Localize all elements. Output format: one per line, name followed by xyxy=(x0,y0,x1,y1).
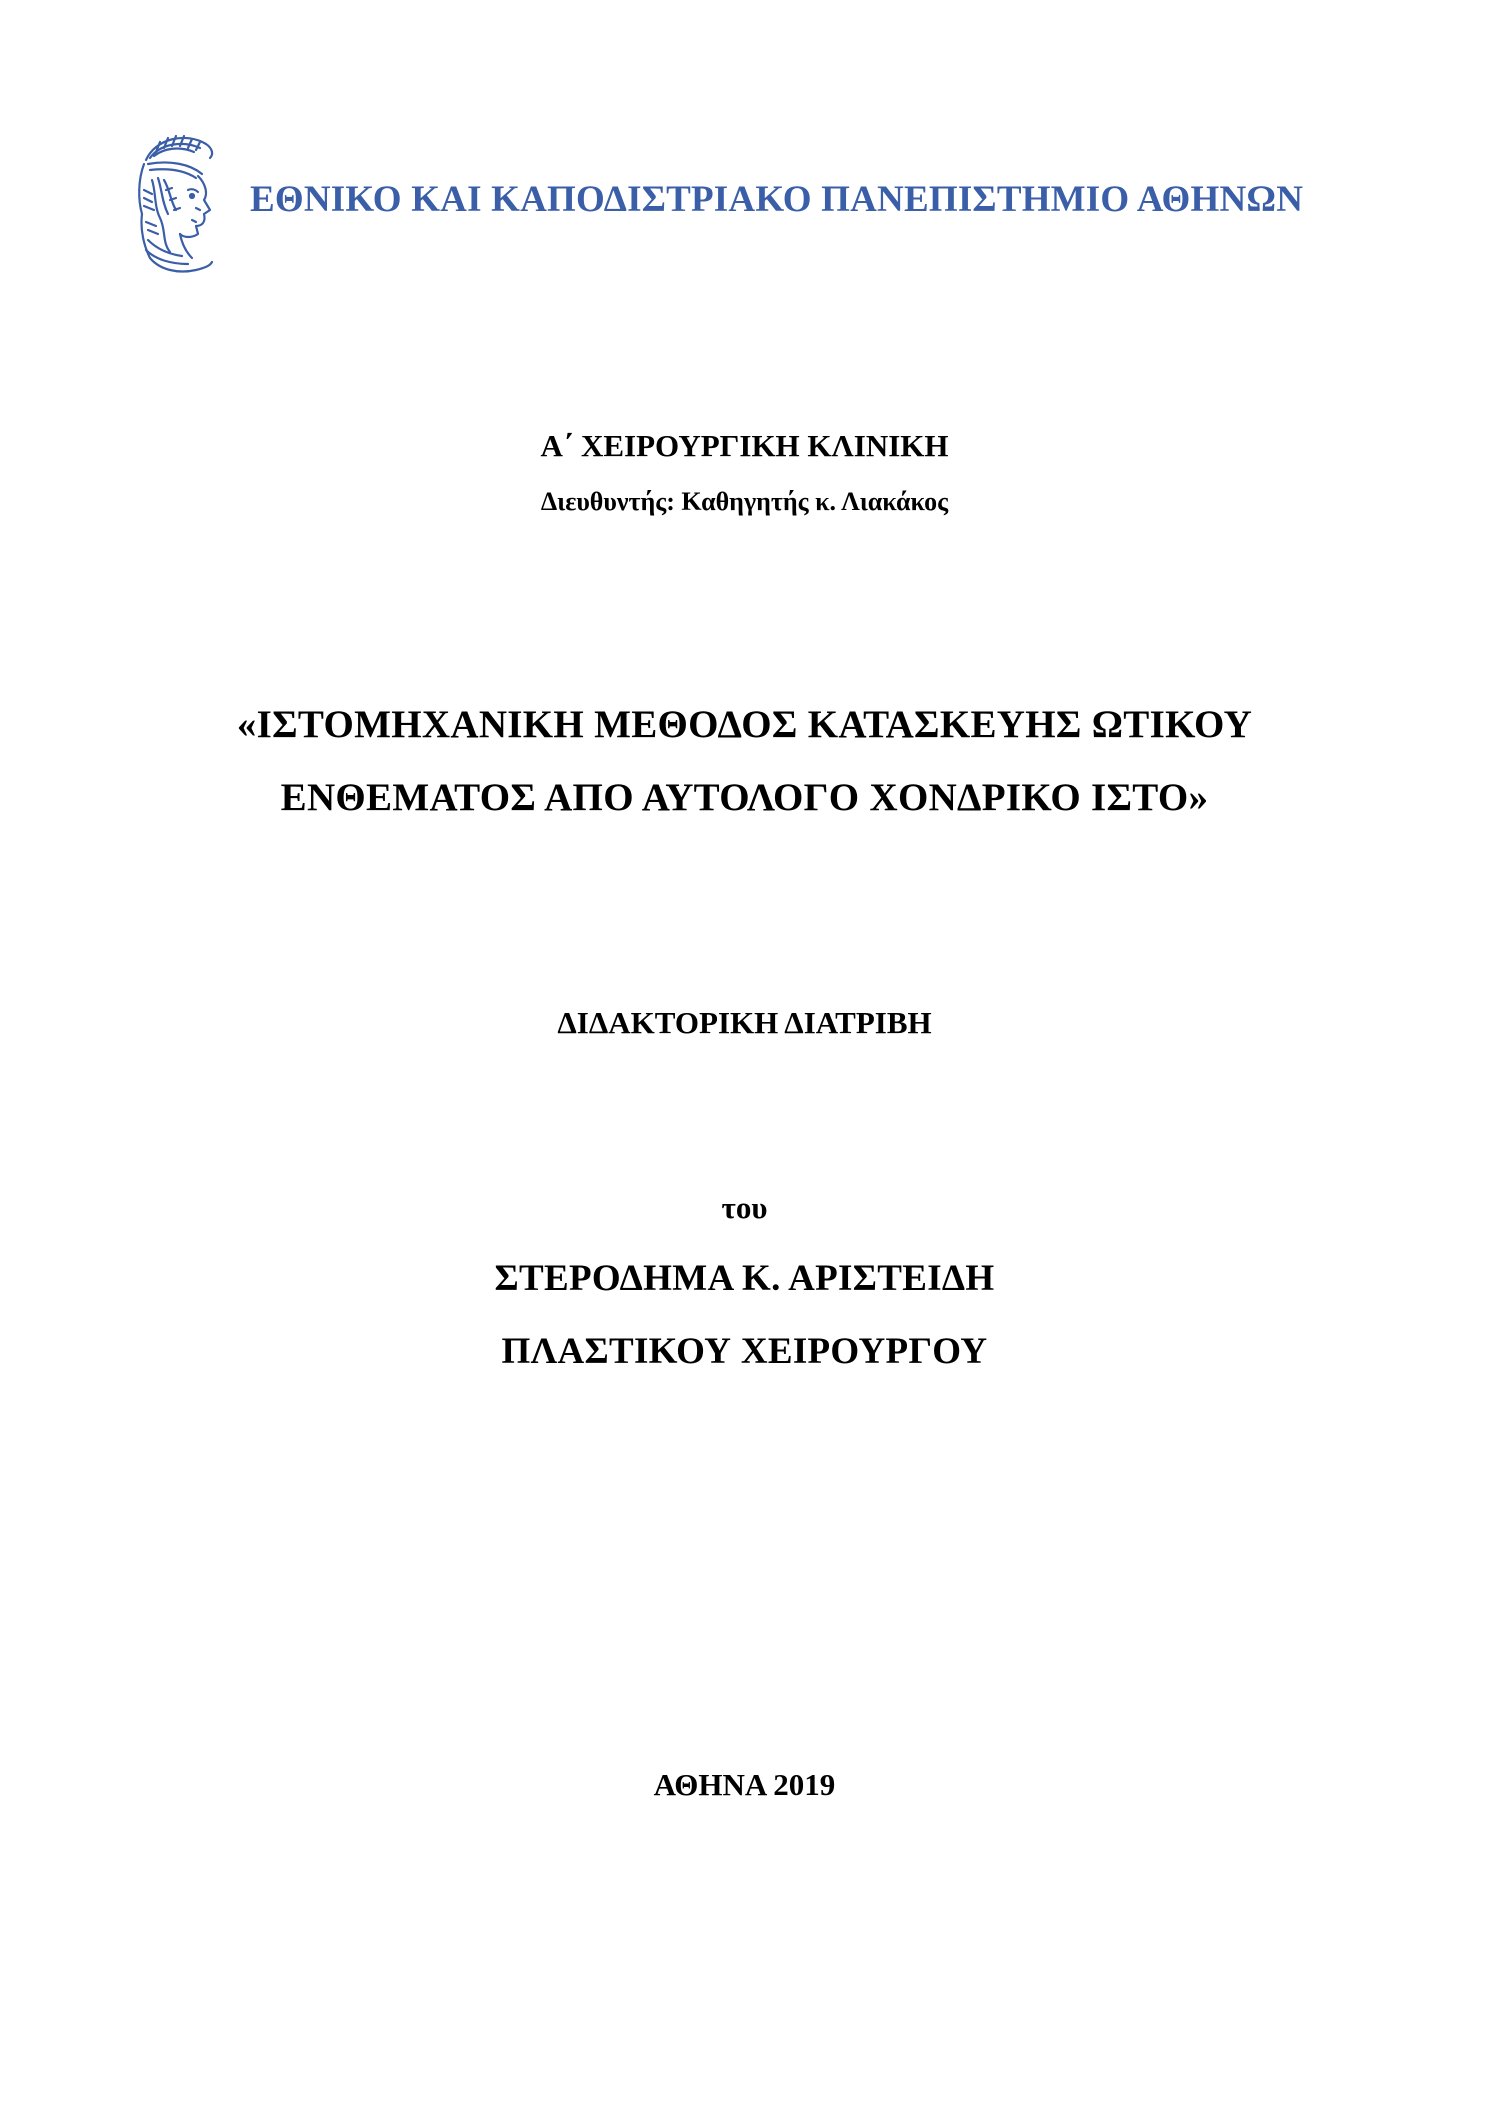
university-header xyxy=(126,130,1326,280)
athena-head-emblem-icon xyxy=(126,130,216,280)
university-name: ΕΘΝΙΚΟ ΚΑΙ ΚΑΠΟΔΙΣΤΡΙΑΚΟ ΠΑΝΕΠΙΣΤΗΜΙΟ ΑΘΗΝΩΝ xyxy=(250,179,1304,220)
place-and-year: ΑΘΗΝΑ 2019 xyxy=(653,1767,836,1802)
thesis-title-line-1: «ΙΣΤΟΜΗΧΑΝΙΚΗ ΜΕΘΟΔΟΣ ΚΑΤΑΣΚΕΥΗΣ ΩΤΙΚΟΥ xyxy=(236,703,1253,746)
author-preposition: του xyxy=(721,1190,768,1225)
clinic-name: Α΄ ΧΕΙΡΟΥΡΓΙΚΗ ΚΛΙΝΙΚΗ xyxy=(540,428,949,463)
author-name: ΣΤΕΡΟΔΗΜΑ Κ. ΑΡΙΣΤΕΙΔΗ xyxy=(494,1258,995,1299)
author-profession: ΠΛΑΣΤΙΚΟΥ ΧΕΙΡΟΥΡΓΟΥ xyxy=(501,1331,988,1372)
thesis-title-line-2: ΕΝΘΕΜΑΤΟΣ ΑΠΟ ΑΥΤΟΛΟΓΟ ΧΟΝΔΡΙΚΟ ΙΣΤΟ» xyxy=(280,776,1209,819)
clinic-director: Διευθυντής: Καθηγητής κ. Λιακάκος xyxy=(540,487,949,516)
thesis-type: ΔΙΔΑΚΤΟΡΙΚΗ ΔΙΑΤΡΙΒΗ xyxy=(557,1005,932,1040)
